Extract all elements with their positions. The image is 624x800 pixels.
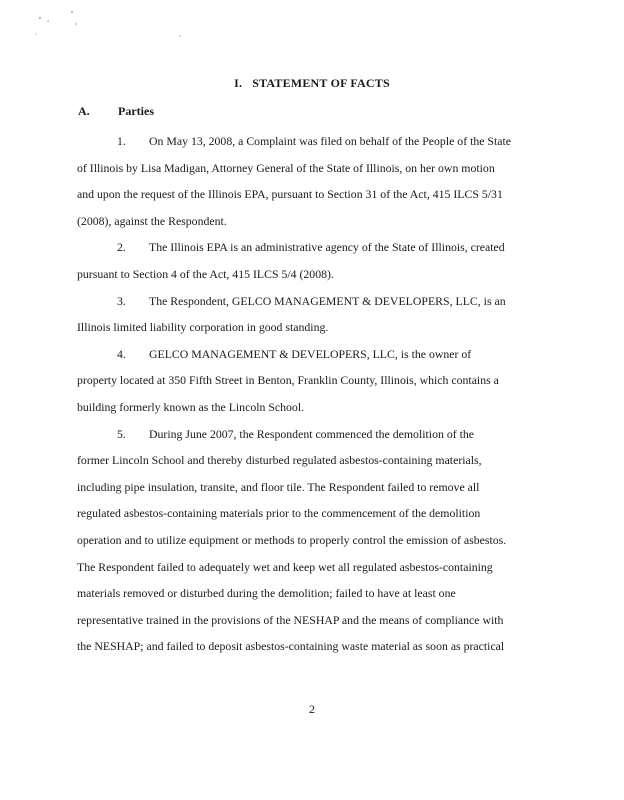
paragraph-line: of Illinois by Lisa Madigan, Attorney General of the State of Illinois, on her own motion bbox=[77, 160, 495, 175]
paragraph-line: property located at 350 Fifth Street in Benton, Franklin County, Illinois, which contains a bbox=[77, 373, 499, 388]
scan-specks bbox=[30, 6, 200, 46]
paragraph-line: materials removed or disturbed during the demolition; failed to have at least one bbox=[77, 586, 456, 601]
paragraph-line: operation and to utilize equipment or methods to properly control the emission of asbestos. bbox=[77, 532, 507, 547]
paragraph-line: The Respondent failed to adequately wet and keep wet all regulated asbestos-containing bbox=[77, 559, 493, 574]
paragraph-5 bbox=[77, 421, 517, 660]
paragraph-line bbox=[77, 421, 517, 448]
subsection-letter: A. bbox=[78, 104, 90, 118]
paragraph-text: During June 2007, the Respondent commenced the demolition of the bbox=[149, 426, 475, 441]
paragraph-line bbox=[77, 288, 517, 315]
paragraph-line bbox=[77, 234, 517, 261]
paragraph-number: 3. bbox=[117, 293, 126, 308]
paragraph-line: regulated asbestos-containing materials prior to the commencement of the demolition bbox=[77, 506, 481, 521]
paragraph-4 bbox=[77, 341, 517, 421]
paragraph-number: 1. bbox=[117, 134, 126, 148]
paragraph-line: Illinois limited liability corporation in good standing. bbox=[77, 320, 329, 335]
paragraph-line: including pipe insulation, transite, and floor tile. The Respondent failed to remove all bbox=[77, 479, 480, 494]
paragraph-1 bbox=[77, 128, 517, 234]
paragraph-text: On May 13, 2008, a Complaint was filed on behalf of the People of the State bbox=[149, 134, 512, 148]
subsection-heading bbox=[78, 104, 154, 119]
paragraph-3 bbox=[77, 288, 517, 341]
paragraph-2 bbox=[77, 234, 517, 287]
paragraph-line bbox=[77, 341, 517, 368]
paragraph-line: and upon the request of the Illinois EPA, pursuant to Section 31 of the Act, 415 ILCS 5/31 bbox=[77, 187, 503, 202]
subsection-title: Parties bbox=[118, 104, 154, 118]
page-number: 2 bbox=[309, 702, 315, 716]
paragraph-line: the NESHAP; and failed to deposit asbestos-containing waste material as soon as practical bbox=[77, 639, 505, 654]
paragraph-text: The Respondent, GELCO MANAGEMENT & DEVELOPERS, LLC, is an bbox=[149, 293, 506, 308]
paragraph-number: 4. bbox=[117, 346, 126, 361]
paragraph-line: former Lincoln School and thereby disturbed regulated asbestos-containing materials, bbox=[77, 453, 482, 468]
paragraph-line: (2008), against the Respondent. bbox=[77, 213, 227, 228]
paragraph-text: GELCO MANAGEMENT & DEVELOPERS, LLC, is the owner of bbox=[149, 346, 472, 361]
paragraph-text: The Illinois EPA is an administrative agency of the State of Illinois, created bbox=[149, 240, 505, 255]
paragraph-line: representative trained in the provisions of the NESHAP and the means of compliance with bbox=[77, 612, 504, 627]
paragraph-line bbox=[77, 128, 517, 155]
paragraph-line: building formerly known as the Lincoln School. bbox=[77, 399, 305, 414]
document-body bbox=[77, 128, 517, 660]
section-number: I. bbox=[234, 76, 243, 90]
paragraph-line: pursuant to Section 4 of the Act, 415 ILCS 5/4 (2008). bbox=[77, 266, 334, 281]
section-title: STATEMENT OF FACTS bbox=[252, 76, 390, 90]
paragraph-number: 5. bbox=[117, 426, 126, 441]
paragraph-number: 2. bbox=[117, 240, 126, 255]
section-heading bbox=[0, 76, 624, 91]
